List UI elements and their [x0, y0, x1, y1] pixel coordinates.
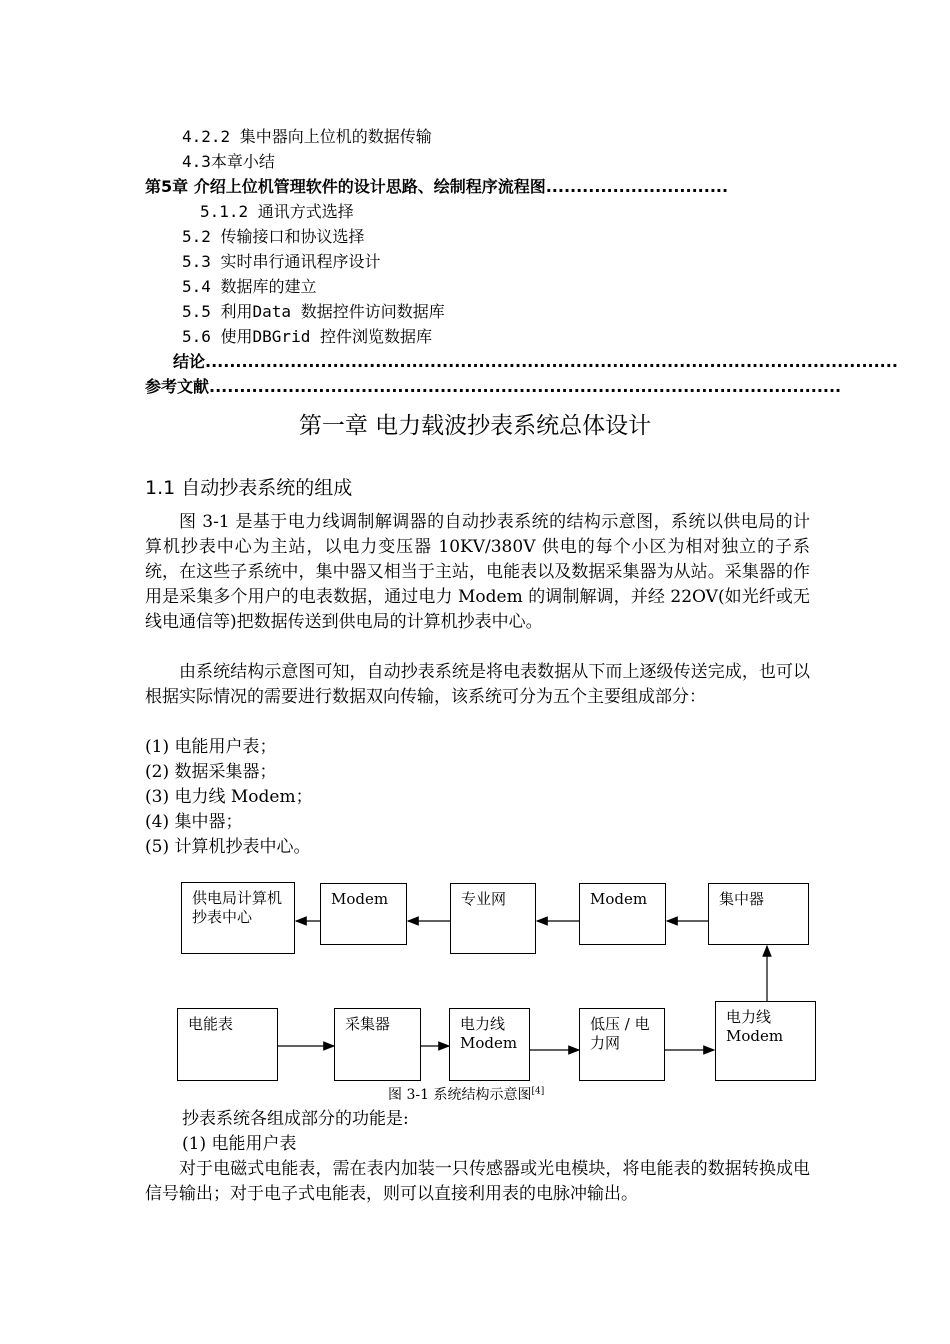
caption-reference: [4] — [531, 1086, 545, 1097]
toc-item-references: 参考文献........................................................................................................ — [145, 377, 842, 396]
box-modem-top-left: Modem — [320, 883, 407, 945]
box-energy-meter: 电能表 — [177, 1008, 278, 1081]
functions-item-1: (1) 电能用户表 — [182, 1134, 297, 1154]
toc-item-5-3: 5.3 实时串行通讯程序设计 — [182, 252, 381, 271]
toc-item-5-2: 5.2 传输接口和协议选择 — [182, 227, 365, 246]
paragraph-2: 由系统结构示意图可知，自动抄表系统是将电表数据从下而上逐级传送完成，也可以根据实际情况的需要进行数据双向传输，该系统可分为五个主要组成部分： — [145, 662, 810, 707]
box-low-voltage-grid: 低压 / 电力网 — [579, 1008, 665, 1081]
list-item: (2) 数据采集器； — [145, 762, 277, 782]
box-plc-modem-1: 电力线 Modem — [449, 1008, 530, 1081]
box-dedicated-network: 专业网 — [450, 883, 536, 954]
list-item: (4) 集中器； — [145, 812, 243, 832]
list-item: (3) 电力线 Modem； — [145, 787, 313, 807]
toc-item-conclusion: 结论.................................................................................................................. — [173, 352, 898, 371]
toc-item-5-6: 5.6 使用DBGrid 控件浏览数据库 — [182, 327, 432, 346]
box-collector: 采集器 — [334, 1008, 421, 1081]
toc-item-5-1-2: 5.1.2 通讯方式选择 — [200, 202, 354, 221]
chapter-title: 第一章 电力载波抄表系统总体设计 — [298, 413, 652, 439]
toc-item-5-5: 5.5 利用Data 数据控件访问数据库 — [182, 302, 445, 321]
box-plc-modem-2: 电力线 Modem — [715, 1001, 816, 1081]
list-item: (5) 计算机抄表中心。 — [145, 837, 311, 857]
paragraph-3: 对于电磁式电能表，需在表内加装一只传感器或光电模块，将电能表的数据转换成电信号输出；对于电子式电能表，则可以直接利用表的电脉冲输出。 — [145, 1159, 810, 1204]
toc-item-chapter-5: 第5章 介绍上位机管理软件的设计思路、绘制程序流程图.............................. — [145, 177, 729, 196]
toc-item-4-2-2: 4.2.2 集中器向上位机的数据传输 — [182, 127, 432, 146]
list-item: (1) 电能用户表； — [145, 737, 277, 757]
paragraph-1: 图 3-1 是基于电力线调制解调器的自动抄表系统的结构示意图，系统以供电局的计算机抄表中心为主站，以电力变压器 10KV/380V 供电的每个小区为相对独立的子系统，在这些子系统中，集中器又相当于主站，电能表以及数据采集器为从站。采集器的作用是采集多个用户的电表数据，通过电力 Modem 的调制解调，并经 22OV(如光纤或无线电通信等)把数据传送到供电局的计算机抄表中心。 — [145, 512, 810, 632]
functions-intro: 抄表系统各组成部分的功能是: — [182, 1109, 409, 1129]
box-billing-center: 供电局计算机抄表中心 — [181, 882, 295, 954]
toc-item-5-4: 5.4 数据库的建立 — [182, 277, 317, 296]
box-concentrator: 集中器 — [708, 883, 809, 945]
toc-item-4-3: 4.3本章小结 — [182, 152, 275, 171]
figure-caption: 图 3-1 系统结构示意图[4] — [388, 1086, 545, 1103]
box-modem-top-right: Modem — [579, 883, 666, 945]
section-title: 1.1 自动抄表系统的组成 — [145, 477, 353, 499]
